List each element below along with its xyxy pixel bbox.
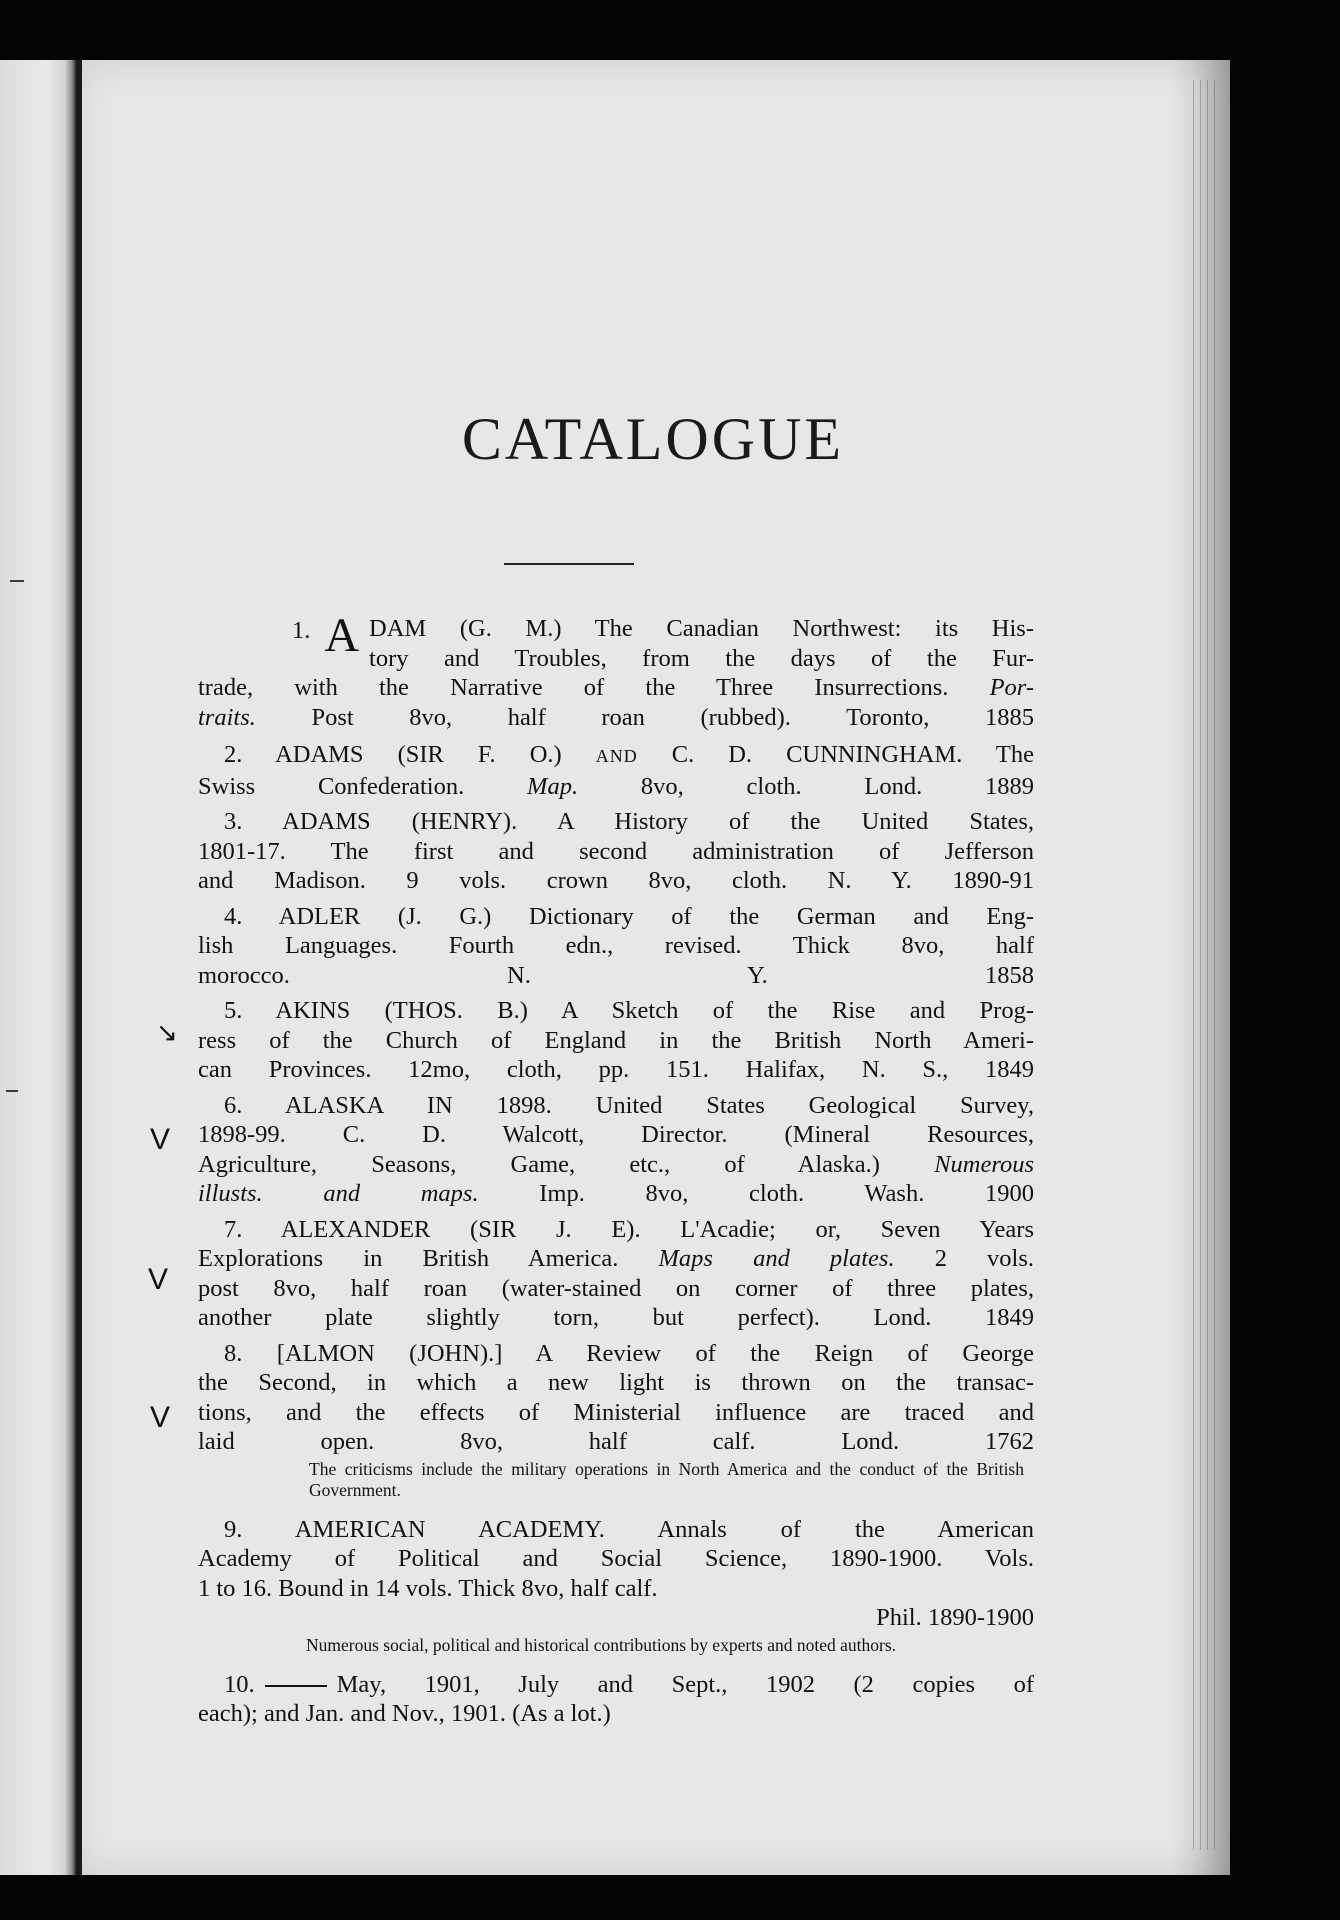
entry-text-line bbox=[198, 1055, 1034, 1085]
entry-text-line bbox=[198, 996, 1034, 1026]
entry-text: 2 vols. bbox=[934, 1245, 1035, 1272]
entry-text-line bbox=[198, 1515, 1034, 1545]
entry-text: post 8vo, half roan (water-stained on corner of three plates, bbox=[198, 1274, 1034, 1302]
entry-italic: Map. bbox=[527, 772, 579, 800]
entry-text: Swiss Confederation. bbox=[198, 772, 465, 800]
entry-text: and Madison. 9 vols. crown 8vo, cloth. bbox=[198, 867, 788, 894]
margin-tick-mark: V bbox=[148, 1262, 169, 1296]
entry-number: 8. bbox=[224, 1339, 243, 1367]
entry-number: 7. bbox=[224, 1215, 243, 1243]
entry-text: 1801-17. The first and second administration of Jefferson bbox=[198, 837, 1034, 865]
entry-text: Academy of Political and Social Science, 1890-1900. Vols. bbox=[198, 1545, 1034, 1572]
entry-text: the Second, in which a new light is thrown on the transac- bbox=[198, 1369, 1034, 1396]
catalogue-entry-9 bbox=[198, 1515, 1034, 1656]
entry-number: 4. bbox=[224, 902, 243, 930]
catalogue-entry-8 bbox=[150, 1339, 1034, 1501]
entry-italic: Numerous bbox=[934, 1150, 1035, 1178]
entry-text-line bbox=[198, 866, 1034, 896]
entry-text: Imp. 8vo, cloth. bbox=[539, 1180, 805, 1207]
entry-text-line bbox=[198, 703, 1034, 733]
entry-text-line bbox=[198, 807, 1034, 837]
catalogue-entry-10 bbox=[198, 1670, 1034, 1729]
entry-imprint: Halifax, N. S., 1849 bbox=[745, 1056, 1034, 1083]
entry-text-line bbox=[198, 740, 1034, 772]
catalogue-entry-1 bbox=[198, 614, 1034, 732]
entry-imprint: Wash. 1900 bbox=[864, 1180, 1034, 1207]
catalogue-page bbox=[76, 60, 1230, 1875]
entry-number: 6. bbox=[224, 1091, 243, 1119]
entry-text: AMERICAN ACADEMY. Annals of the American bbox=[294, 1515, 1034, 1543]
page-binding-edge bbox=[76, 60, 82, 1875]
entry-text-line bbox=[198, 1303, 1034, 1333]
entry-text: laid open. 8vo, half calf. bbox=[198, 1428, 756, 1455]
margin-tick-mark: ↘ bbox=[156, 1017, 178, 1047]
entry-text: Explorations in British America. bbox=[198, 1245, 619, 1272]
entry-text: ADLER (J. G.) Dictionary of the German and Eng- bbox=[278, 902, 1034, 930]
entry-text: morocco. bbox=[198, 961, 290, 989]
catalogue-entries bbox=[148, 614, 1035, 1735]
entry-text-line bbox=[198, 1670, 1034, 1700]
catalogue-entry-3 bbox=[198, 807, 1034, 896]
entry-text-line bbox=[198, 1179, 1034, 1209]
entry-text: 1 to 16. Bound in 14 vols. Thick 8vo, half calf. bbox=[198, 1574, 658, 1602]
entry-note: The criticisms include the military operations in North America and the conduct of the British Government. bbox=[309, 1458, 1024, 1500]
entry-imprint: Phil. 1890-1900 bbox=[876, 1604, 1034, 1631]
entry-text: AKINS (THOS. B.) A Sketch of the Rise and Prog- bbox=[275, 997, 1034, 1024]
entry-italic: Por- bbox=[989, 674, 1034, 701]
entry-text-line bbox=[198, 673, 1034, 703]
page-title: CATALOGUE bbox=[461, 406, 845, 472]
entry-text-line bbox=[198, 961, 1034, 991]
entry-text-line bbox=[198, 1215, 1034, 1245]
entry-text: lish Languages. Fourth edn., revised. Thick 8vo, half bbox=[198, 932, 1034, 959]
entry-text: tions, and the effects of Ministerial influence are traced and bbox=[198, 1398, 1034, 1426]
entry-text: ress of the Church of England in the British North Ameri- bbox=[198, 1026, 1034, 1054]
entry-text: Post 8vo, half roan (rubbed). bbox=[311, 703, 791, 731]
entry-text: 1898-99. C. D. Walcott, Director. (Mineral Resources, bbox=[198, 1121, 1034, 1148]
fringe-mark bbox=[6, 1090, 18, 1092]
entry-text: Agriculture, Seasons, Game, etc., of Alaska.) bbox=[198, 1150, 880, 1178]
entry-number: 3. bbox=[224, 808, 243, 835]
entry-italic: traits. bbox=[198, 703, 256, 731]
entry-text: ADAMS (SIR F. O.) bbox=[275, 741, 562, 768]
drop-initial: A bbox=[324, 614, 360, 662]
entry-text-line bbox=[198, 902, 1034, 932]
entry-imprint: Toronto, 1885 bbox=[846, 703, 1034, 731]
entry-number: 10. bbox=[224, 1670, 255, 1698]
entry-text: [ALMON (JOHN).] A Review of the Reign of George bbox=[276, 1339, 1034, 1367]
margin-tick-mark: V bbox=[150, 1400, 171, 1434]
entry-imprint: Lond. 1762 bbox=[841, 1428, 1034, 1455]
catalogue-entry-7 bbox=[148, 1215, 1035, 1333]
entry-imprint: N. Y. 1890-91 bbox=[827, 867, 1035, 894]
catalogue-entry-6 bbox=[150, 1091, 1035, 1209]
entry-text-line bbox=[198, 1150, 1034, 1180]
ditto-dash bbox=[265, 1685, 327, 1687]
entry-number: 5. bbox=[224, 997, 243, 1024]
entry-text-line bbox=[198, 1339, 1034, 1369]
entry-text: May, 1901, July and Sept., 1902 (2 copies of bbox=[336, 1670, 1034, 1698]
entry-text: another plate slightly torn, but perfect). bbox=[198, 1304, 820, 1331]
entry-text: DAM (G. M.) The Canadian Northwest: its His- bbox=[369, 615, 1034, 642]
page-edge-lines bbox=[1190, 80, 1218, 1850]
entry-text: each); and Jan. and Nov., 1901. (As a lot.) bbox=[198, 1700, 611, 1727]
entry-italic: illusts. and maps. bbox=[198, 1180, 479, 1207]
entry-text-line bbox=[198, 1091, 1034, 1121]
entry-imprint: Lond. 1889 bbox=[864, 772, 1035, 800]
entry-text: AND bbox=[595, 746, 638, 766]
entry-italic: Maps and plates. bbox=[658, 1245, 895, 1272]
catalogue-entry-4 bbox=[198, 902, 1034, 991]
entry-text-line bbox=[198, 1244, 1034, 1274]
entry-text: 8vo, cloth. bbox=[640, 772, 802, 800]
entry-text: trade, with the Narrative of the Three Insurrections. bbox=[198, 674, 949, 701]
entry-text: C. D. CUNNINGHAM. The bbox=[671, 741, 1035, 768]
fringe-mark bbox=[10, 580, 24, 582]
entry-text: tory and Troubles, from the days of the Fur- bbox=[369, 644, 1034, 672]
entry-imprint: N. Y. 1858 bbox=[507, 961, 1035, 989]
catalogue-entry-2 bbox=[198, 740, 1034, 801]
entry-imprint: Lond. 1849 bbox=[873, 1304, 1034, 1331]
entry-text: ALEXANDER (SIR J. E). L'Acadie; or, Seven Years bbox=[280, 1215, 1034, 1243]
entry-text-line bbox=[198, 772, 1034, 802]
entry-number: 2. bbox=[224, 741, 243, 768]
entry-note: Numerous social, political and historical contributions by experts and noted authors. bbox=[306, 1634, 897, 1655]
entry-text: ADAMS (HENRY). A History of the United States, bbox=[282, 808, 1035, 835]
title-rule bbox=[504, 563, 634, 565]
catalogue-entry-5 bbox=[156, 996, 1034, 1085]
margin-tick-mark: V bbox=[150, 1122, 171, 1156]
entry-text: can Provinces. 12mo, cloth, pp. 151. bbox=[198, 1056, 709, 1083]
entry-text-line bbox=[198, 1427, 1034, 1457]
entry-number: 9. bbox=[224, 1515, 243, 1543]
left-page-fringe bbox=[0, 60, 76, 1875]
entry-number: 1. bbox=[292, 617, 311, 644]
entry-text: ALASKA IN 1898. United States Geological Survey, bbox=[284, 1091, 1034, 1119]
